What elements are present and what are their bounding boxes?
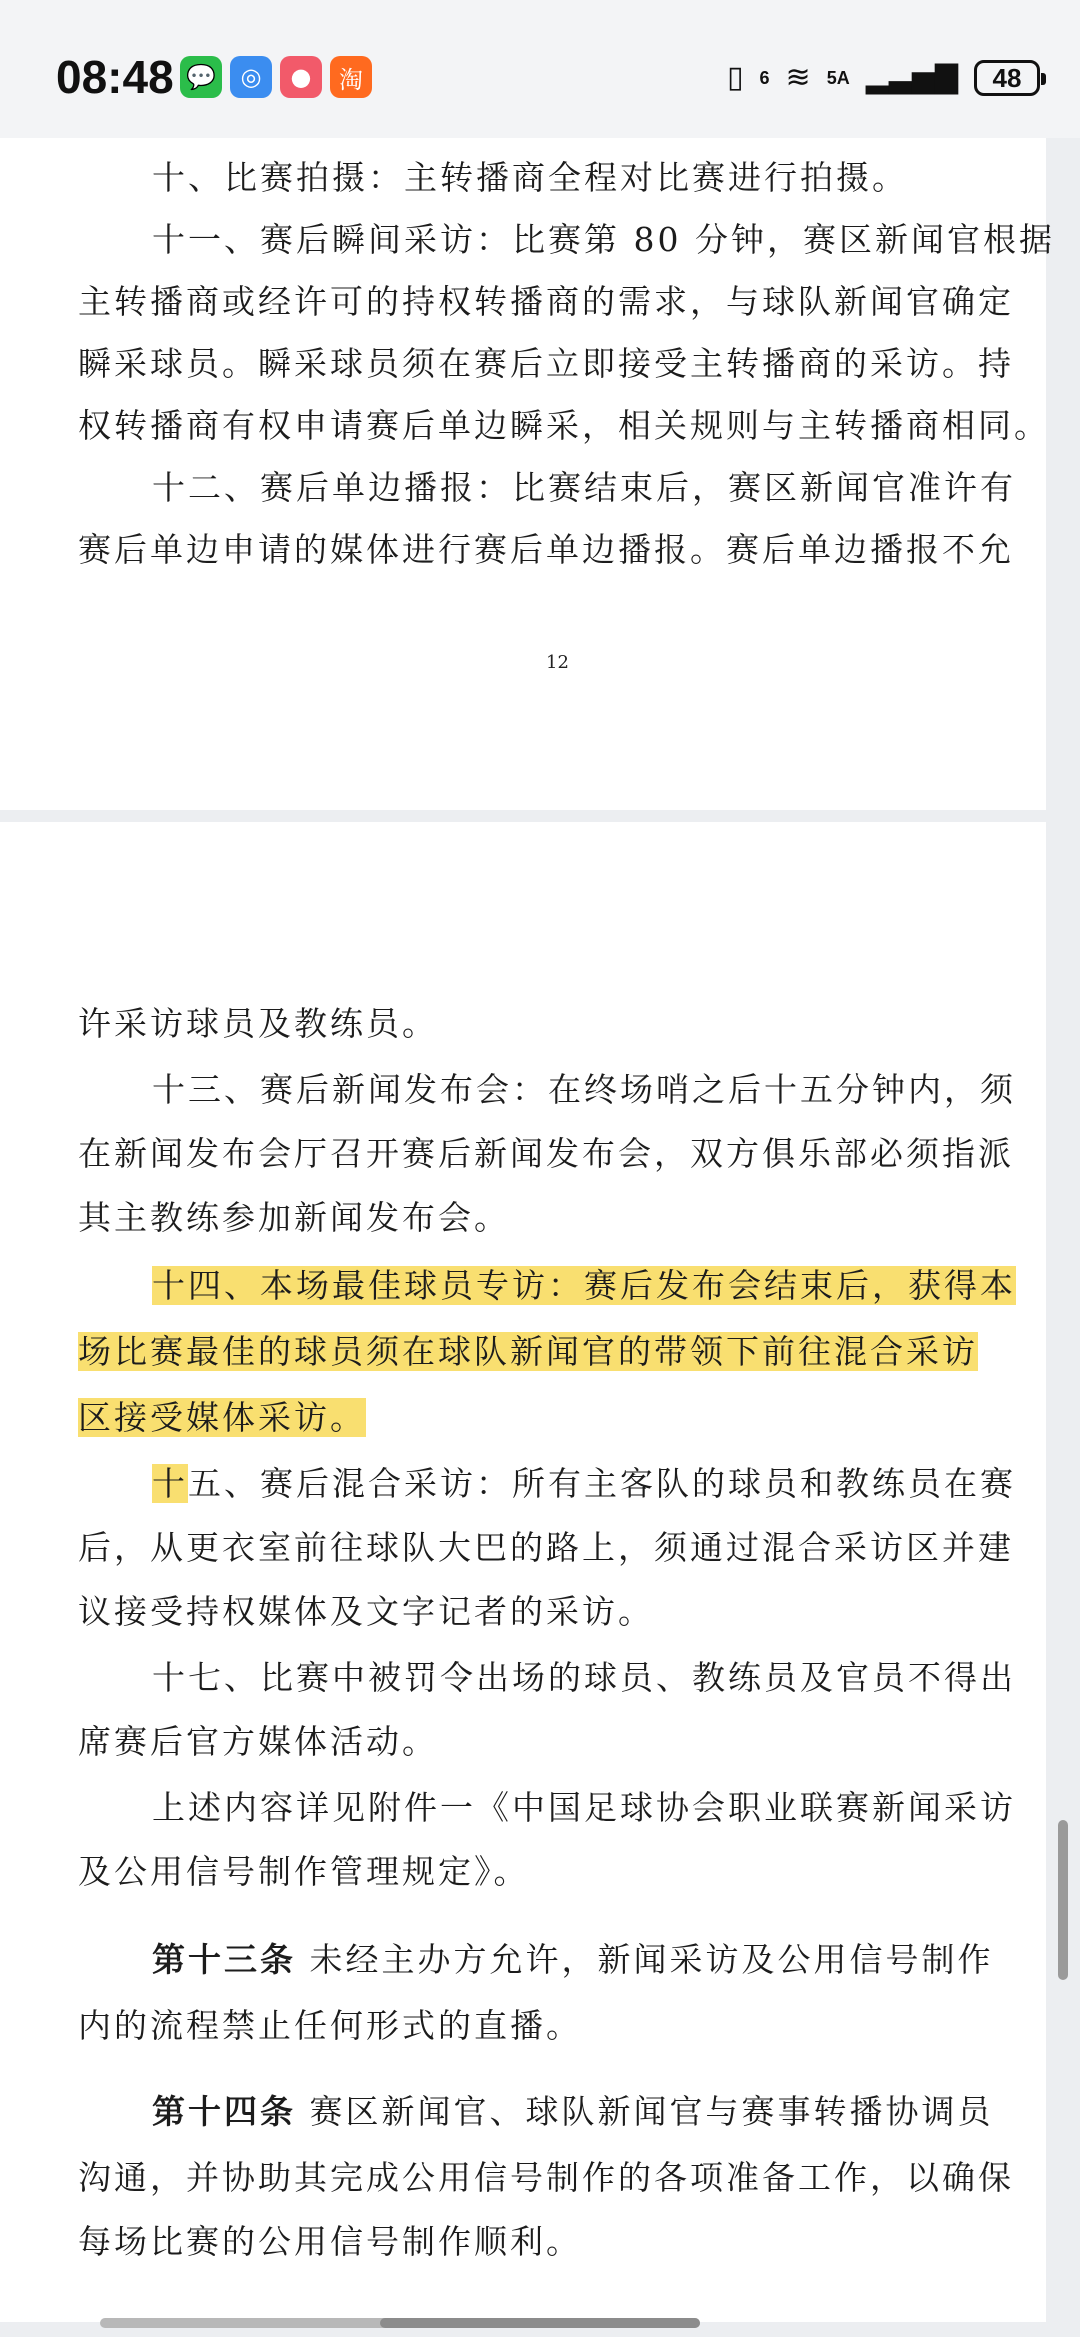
vertical-scrollbar[interactable] bbox=[1058, 1820, 1068, 1980]
paragraph-line: 沟通，并协助其完成公用信号制作的各项准备工作，以确保 bbox=[78, 2158, 1014, 2197]
paragraph-line: 主转播商或经许可的持权转播商的需求，与球队新闻官确定 bbox=[78, 282, 1014, 321]
paragraph-line: 每场比赛的公用信号制作顺利。 bbox=[78, 2222, 582, 2261]
battery-level: 48 bbox=[992, 62, 1022, 93]
paragraph-line: 十三、赛后新闻发布会：在终场哨之后十五分钟内，须 bbox=[152, 1070, 1016, 1109]
document-page-13 bbox=[0, 822, 1046, 2322]
status-bar bbox=[0, 0, 1080, 138]
paragraph-line: 议接受持权媒体及文字记者的采访。 bbox=[78, 1592, 654, 1631]
paragraph-line bbox=[152, 1464, 1016, 1504]
highlight-text[interactable]: 十四、本场最佳球员专访：赛后发布会结束后，获得本 bbox=[152, 1266, 1016, 1305]
article-14-line bbox=[152, 2092, 994, 2132]
paragraph-line: 赛后单边申请的媒体进行赛后单边播报。赛后单边播报不允 bbox=[78, 530, 1014, 569]
paragraph-line: 上述内容详见附件一《中国足球协会职业联赛新闻采访 bbox=[152, 1788, 1016, 1827]
highlighted-line bbox=[78, 1398, 366, 1438]
signal-icon: ▂▃▅▇ bbox=[865, 60, 958, 95]
highlighted-line bbox=[152, 1266, 1016, 1306]
status-time: 08:48 bbox=[56, 51, 174, 103]
paragraph-text: 五、赛后混合采访：所有主客队的球员和教练员在赛 bbox=[188, 1464, 1016, 1503]
paragraph-line: 十、比赛拍摄：主转播商全程对比赛进行拍摄。 bbox=[152, 158, 908, 197]
paragraph-line: 许采访球员及教练员。 bbox=[78, 1004, 438, 1043]
horizontal-scrollbar-thumb[interactable] bbox=[380, 2318, 700, 2328]
paragraph-line: 其主教练参加新闻发布会。 bbox=[78, 1198, 510, 1237]
wifi-label: 6 bbox=[759, 67, 770, 88]
vibrate-icon: ▯ bbox=[727, 60, 744, 95]
highlight-text[interactable]: 区接受媒体采访。 bbox=[78, 1398, 366, 1437]
status-indicators bbox=[727, 56, 1040, 100]
signal-label: 5A bbox=[826, 67, 850, 88]
wifi-icon: ≋ bbox=[785, 60, 811, 95]
article-14-title: 第十四条 bbox=[152, 2092, 296, 2131]
paragraph-line: 十二、赛后单边播报：比赛结束后，赛区新闻官准许有 bbox=[152, 468, 1016, 507]
taobao-icon: 淘 bbox=[330, 56, 372, 98]
paragraph-text: 未经主办方允许，新闻采访及公用信号制作 bbox=[296, 1940, 994, 1979]
browser-icon: ◎ bbox=[230, 56, 272, 98]
highlight-text[interactable]: 场比赛最佳的球员须在球队新闻官的带领下前往混合采访 bbox=[78, 1332, 978, 1371]
article-13-title: 第十三条 bbox=[152, 1940, 296, 1979]
highlighted-line bbox=[78, 1332, 978, 1372]
paragraph-text: 赛区新闻官、球队新闻官与赛事转播协调员 bbox=[296, 2092, 994, 2131]
wechat-icon: 💬 bbox=[180, 56, 222, 98]
document-page-12 bbox=[0, 138, 1055, 810]
highlight-text[interactable]: 十 bbox=[152, 1464, 188, 1503]
paragraph-line: 权转播商有权申请赛后单边瞬采，相关规则与主转播商相同。 bbox=[78, 406, 1050, 445]
news-app-icon: ● bbox=[280, 56, 322, 98]
paragraph-line: 瞬采球员。瞬采球员须在赛后立即接受主转播商的采访。持 bbox=[78, 344, 1014, 383]
paragraph-line: 十一、赛后瞬间采访：比赛第 80 分钟，赛区新闻官根据 bbox=[152, 220, 1055, 259]
paragraph-line: 十七、比赛中被罚令出场的球员、教练员及官员不得出 bbox=[152, 1658, 1016, 1697]
paragraph-line: 席赛后官方媒体活动。 bbox=[78, 1722, 438, 1761]
article-13-line bbox=[152, 1940, 994, 1980]
battery-icon bbox=[974, 60, 1040, 96]
paragraph-line: 内的流程禁止任何形式的直播。 bbox=[78, 2006, 582, 2045]
paragraph-line: 在新闻发布会厅召开赛后新闻发布会，双方俱乐部必须指派 bbox=[78, 1134, 1014, 1173]
paragraph-line: 后，从更衣室前往球队大巴的路上，须通过混合采访区并建 bbox=[78, 1528, 1014, 1567]
page-number: 12 bbox=[546, 652, 569, 673]
paragraph-line: 及公用信号制作管理规定》。 bbox=[78, 1852, 530, 1891]
